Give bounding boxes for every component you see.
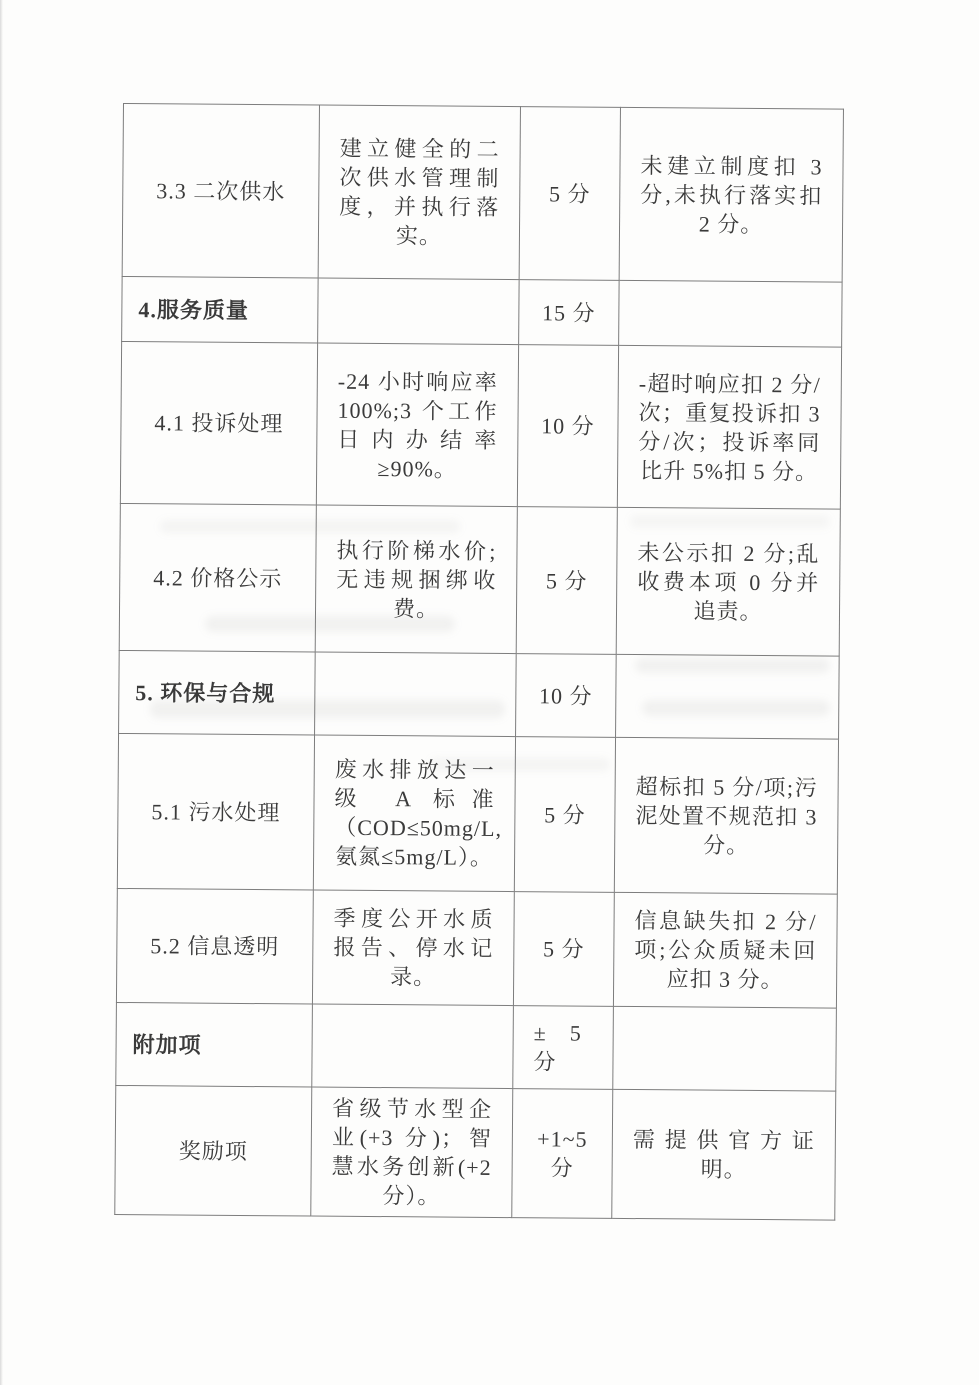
cell-score: 15 分	[519, 280, 620, 346]
cell-item: 5.2 信息透明	[116, 888, 313, 1004]
cell-item: 5.1 污水处理	[117, 733, 314, 890]
cell-item: 4.1 投诉处理	[120, 341, 317, 505]
cell-item: 附加项	[116, 1002, 313, 1087]
table-row-section	[116, 1002, 837, 1091]
scan-edge-shadow	[0, 0, 3, 1385]
cell-score: 10 分	[516, 654, 617, 738]
cell-deduction	[613, 1006, 837, 1091]
table-row	[119, 503, 840, 656]
table-row-section	[119, 650, 840, 739]
cell-criteria: 省级节水型企业(+3 分)；智慧水务创新(+2 分）。	[311, 1087, 513, 1218]
cell-criteria	[315, 652, 517, 737]
table-row	[115, 1085, 836, 1220]
cell-score: 5 分	[519, 107, 620, 281]
table-row	[116, 888, 837, 1008]
cell-criteria	[318, 278, 520, 345]
cell-deduction: 需提供官方证明。	[612, 1089, 836, 1220]
cell-item: 4.服务质量	[122, 276, 319, 343]
cell-deduction: 未建立制度扣 3 分,未执行落实扣 2 分。	[619, 107, 843, 282]
cell-deduction: 未公示扣 2 分;乱收费本项 0 分并追责。	[616, 507, 840, 656]
cell-score: +1~5 分	[512, 1089, 613, 1219]
table-row	[117, 733, 838, 894]
cell-criteria: 季度公开水质报告、停水记录。	[312, 890, 514, 1006]
cell-deduction	[619, 280, 843, 347]
cell-deduction: 超标扣 5 分/项;污泥处置不规范扣 3 分。	[614, 737, 838, 894]
cell-criteria: -24 小时响应率 100%;3 个工作日内办结率≥90%。	[316, 343, 518, 507]
cell-deduction: 信息缺失扣 2 分/项;公众质疑未回应扣 3 分。	[613, 892, 837, 1008]
cell-criteria: 废水排放达一级 A 标准（COD≤50mg/L,氨氮≤5mg/L）。	[313, 735, 515, 892]
cell-item: 4.2 价格公示	[119, 503, 316, 652]
table-row	[120, 341, 841, 509]
rubric-table-wrap	[114, 103, 844, 1221]
cell-item: 5. 环保与合规	[119, 650, 316, 735]
assessment-table	[114, 103, 844, 1221]
cell-criteria: 建立健全的二次供水管理制度，并执行落实。	[318, 105, 520, 280]
cell-deduction	[616, 654, 840, 739]
cell-criteria: 执行阶梯水价;无违规捆绑收费。	[315, 505, 517, 654]
cell-item: 3.3 二次供水	[122, 104, 319, 279]
table-row	[122, 104, 843, 283]
cell-score: 5 分	[513, 892, 614, 1007]
cell-score: ± 5 分	[513, 1006, 614, 1090]
cell-score: 10 分	[517, 345, 618, 508]
table-row-section	[122, 276, 842, 347]
cell-item: 奖励项	[115, 1085, 312, 1216]
cell-deduction: -超时响应扣 2 分/次；重复投诉扣 3 分/次；投诉率同比升 5%扣 5 分。	[617, 345, 841, 509]
cell-score: 5 分	[514, 737, 615, 893]
cell-criteria	[312, 1004, 514, 1089]
cell-score: 5 分	[516, 507, 617, 655]
